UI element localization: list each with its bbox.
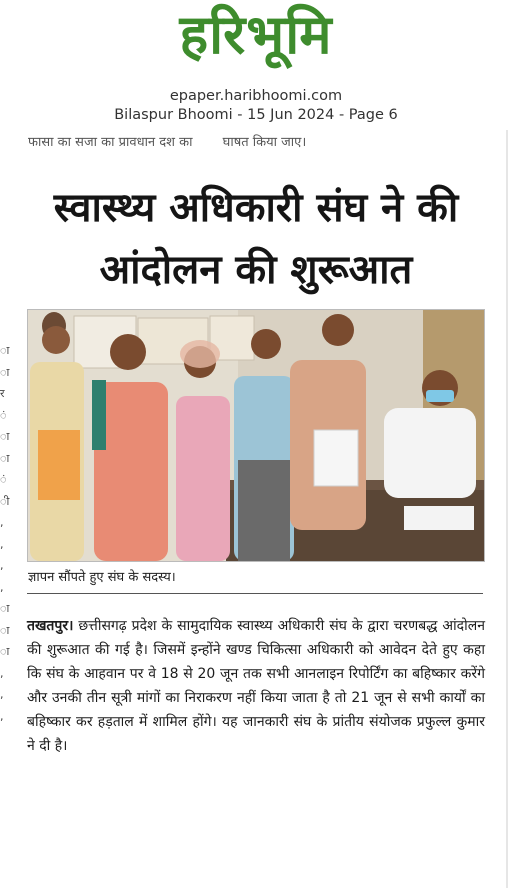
edge-mark: ा — [0, 430, 10, 443]
edge-mark: , — [0, 516, 4, 529]
edge-mark: ं — [0, 473, 7, 486]
group-photo-illustration — [28, 310, 484, 561]
edge-mark: ं — [0, 408, 7, 422]
article-headline — [20, 184, 492, 294]
photo-caption: ज्ञापन सौंपते हुए संघ के सदस्य। — [28, 570, 176, 585]
article-photo[interactable] — [27, 309, 485, 562]
edge-mark: ा — [0, 344, 10, 357]
right-column-divider — [506, 130, 508, 888]
divider-line — [27, 593, 483, 594]
article-body-text: छत्तीसगढ़ प्रदेश के सामुदायिक स्वास्थ्य अधिकारी संघ के द्वारा चरणबद्ध आंदोलन की शुरूआत की गई है। जिसमें इन्होंने खण्ड चिकित्सा अधिकारी को आवेदन देते हुए कहा कि संघ के आहवान पर वे 18 से 20 जून तक सभी आनलाइन रिपोर्टिंग का बहिष्कार करेंगे और उनकी तीन सूत्री मांगों का निराकरण नहीं किया जाता है तो 21 जून से सभी कार्यों का बहिष्कार कर हड़ताल में शामिल होंगे। यह जानकारी संघ के प्रांतीय संयोजक प्रफुल्ल कुमार ने दी है। — [27, 618, 485, 754]
edge-mark: , — [0, 709, 4, 723]
edge-mark: , — [0, 688, 4, 701]
edge-mark: , — [0, 559, 4, 572]
newspaper-logo: हरिभूमि — [179, 3, 333, 66]
left-column-edge — [0, 340, 10, 727]
edition-info: Bilaspur Bhoomi - 15 Jun 2024 - Page 6 — [114, 107, 398, 123]
previous-article-text-1: फासा का सजा का प्रावधान दश का — [28, 135, 193, 150]
edge-mark: ी — [0, 494, 10, 508]
edge-mark: ा — [0, 645, 10, 658]
edge-mark: ा — [0, 365, 10, 379]
headline-line-1: स्वास्थ्य अधिकारी संघ ने की — [53, 185, 459, 231]
edge-mark: ा — [0, 451, 10, 465]
edge-mark: ा — [0, 602, 10, 615]
article-body — [27, 614, 485, 758]
previous-article-text-2: घाषत किया जाए। — [222, 135, 307, 150]
dateline: तखतपुर। — [27, 618, 74, 634]
edge-mark: र — [0, 387, 5, 400]
previous-article-tail — [28, 134, 498, 152]
masthead — [0, 0, 512, 123]
epaper-url[interactable]: epaper.haribhoomi.com — [169, 88, 343, 104]
headline-line-2: आंदोलन की शुरूआत — [99, 247, 413, 293]
edge-mark: , — [0, 580, 4, 594]
edge-mark: , — [0, 537, 4, 551]
edge-mark: ा — [0, 623, 10, 637]
edge-mark: , — [0, 666, 4, 680]
